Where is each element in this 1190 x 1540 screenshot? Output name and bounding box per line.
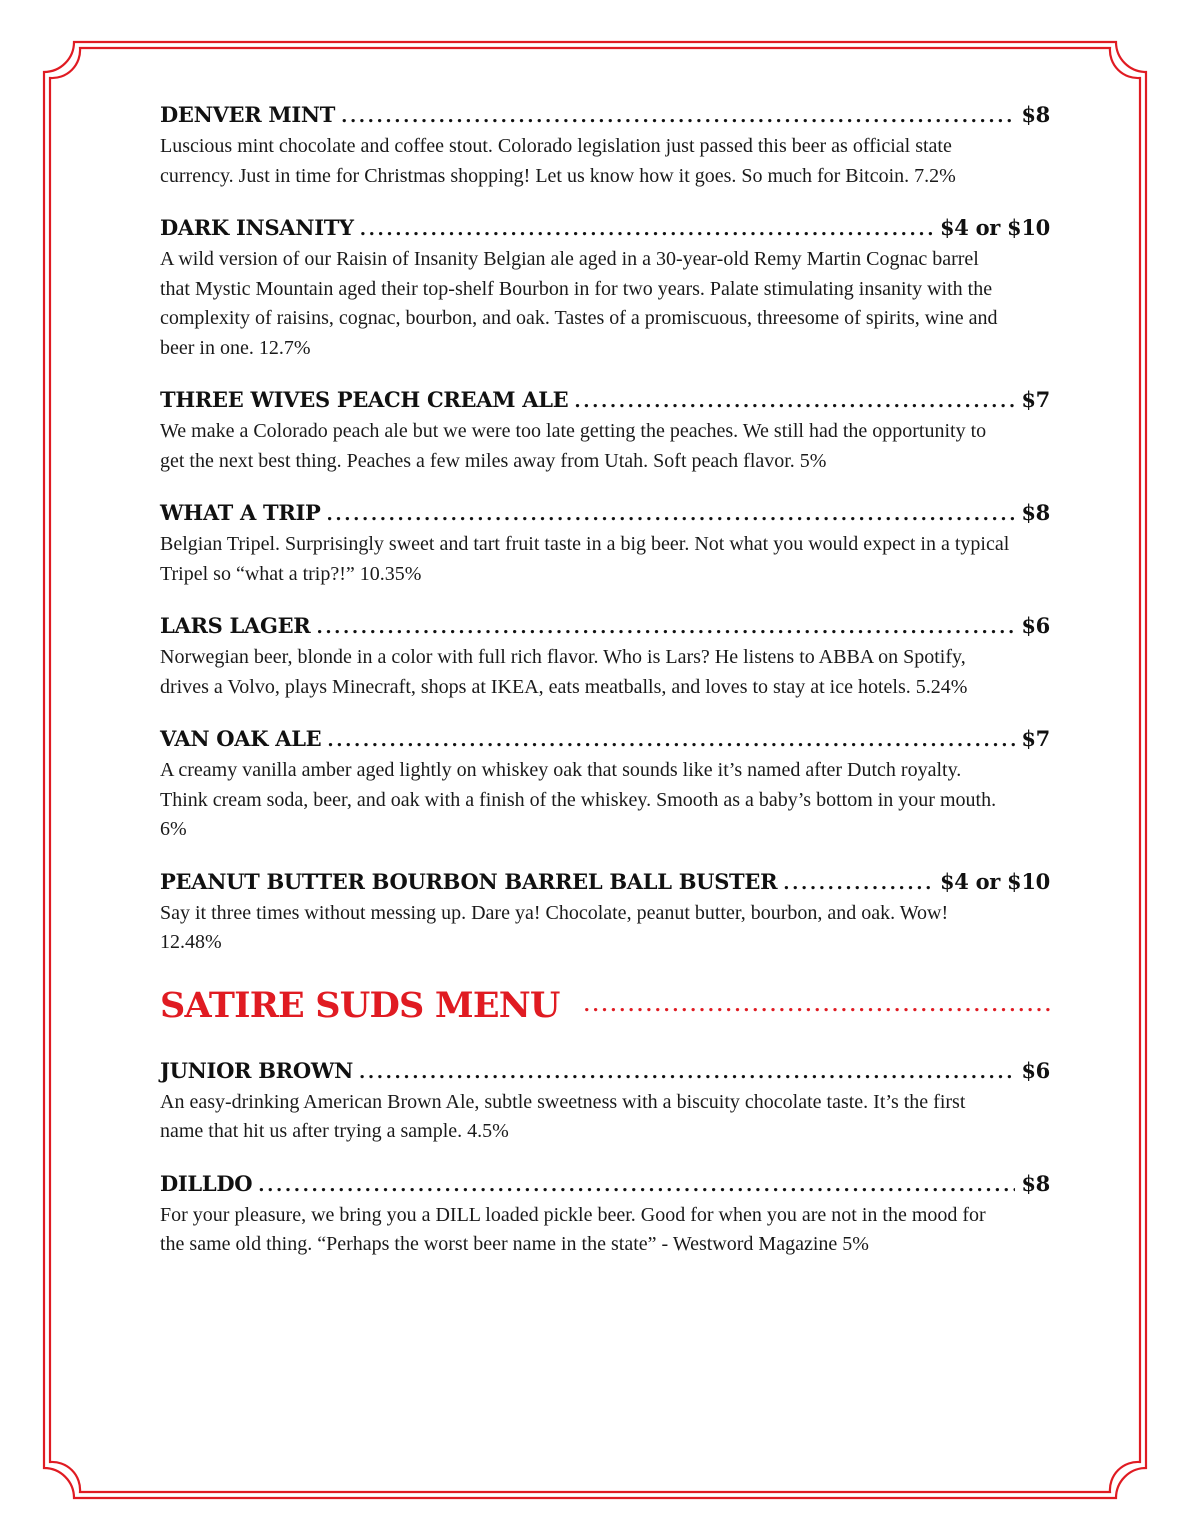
beer-name: DARK INSANITY: [160, 215, 354, 240]
menu-item: [160, 867, 1050, 958]
beer-price: $6: [1021, 613, 1050, 638]
menu-item: [160, 385, 1050, 476]
dot-leader: [783, 869, 934, 899]
beer-list: [160, 100, 1050, 958]
beer-name: DILLDO: [160, 1170, 253, 1196]
beer-description: Say it three times without messing up. Dare ya! Chocolate, peanut butter, bourbon, and oak. Wow! 12.48%: [160, 901, 949, 953]
beer-price: $6: [1021, 1057, 1050, 1083]
beer-description: We make a Colorado peach ale but we were too late getting the peaches. We still had the opportunity to get the next best thing. Peaches a few miles away from Utah. Soft peach flavor. 5%: [160, 420, 987, 472]
menu-item: [160, 611, 1050, 702]
menu-item-header: [160, 1056, 1050, 1088]
dot-leader: [341, 102, 1015, 132]
beer-description: Luscious mint chocolate and coffee stout. Colorado legislation just passed this beer as official state currency. Just in time for Christmas shopping! Let us know how it goes. So much for Bitcoin. 7.2%: [160, 135, 956, 187]
beer-description: For your pleasure, we bring you a DILL loaded pickle beer. Good for when you are not in the mood for the same old thing. “Perhaps the worst beer name in the state” - Westword Magazine 5%: [160, 1203, 986, 1255]
beer-name: DENVER MINT: [160, 102, 336, 127]
dot-leader: [327, 726, 1015, 756]
beer-price: $8: [1021, 102, 1050, 127]
menu-item: [160, 498, 1050, 589]
menu-content: [160, 100, 1050, 1282]
menu-item: [160, 1169, 1050, 1260]
menu-item: [160, 100, 1050, 191]
beer-name: JUNIOR BROWN: [160, 1057, 353, 1083]
menu-item-header: [160, 100, 1050, 132]
dot-leader: [360, 215, 934, 245]
beer-description: A wild version of our Raisin of Insanity Belgian ale aged in a 30-year-old Remy Martin Cognac barrel that Mystic Mountain aged their top-shelf Bourbon in for two years. Palate stimulating insanity with the complexity of raisins, cognac, bourbon, and oak. Tastes of a promiscuous, threesome of spirits, wine and beer in one. 12.7%: [160, 248, 998, 359]
menu-item-header: [160, 867, 1050, 899]
beer-price: $8: [1021, 1170, 1050, 1196]
menu-item: [160, 724, 1050, 845]
dot-leader: [258, 1171, 1015, 1201]
beer-name: WHAT A TRIP: [160, 500, 321, 525]
menu-item-header: [160, 1169, 1050, 1201]
menu-item-header: [160, 498, 1050, 530]
beer-price: $4 or $10: [939, 215, 1050, 240]
beer-description: Norwegian beer, blonde in a color with full rich flavor. Who is Lars? He listens to ABBA on Spotify, drives a Volvo, plays Minecraft, shops at IKEA, eats meatballs, and loves to stay at ice hotels. 5.24%: [160, 646, 968, 698]
section-title: SATIRE SUDS MENU: [160, 984, 560, 1026]
beer-description: An easy-drinking American Brown Ale, subtle sweetness with a biscuity chocolate taste. It’s the first name that hit us after trying a sample. 4.5%: [160, 1090, 966, 1142]
beer-price: $7: [1021, 726, 1050, 751]
beer-name: LARS LAGER: [160, 613, 311, 638]
satire-beer-list: [160, 1056, 1050, 1260]
beer-price: $8: [1021, 500, 1050, 525]
menu-item: [160, 1056, 1050, 1147]
menu-item-header: [160, 611, 1050, 643]
menu-item-header: [160, 724, 1050, 756]
menu-item: [160, 213, 1050, 363]
beer-price: $7: [1021, 387, 1050, 412]
dot-leader: [327, 500, 1016, 530]
beer-price: $4 or $10: [939, 868, 1050, 894]
section-dot-leader: [584, 995, 1050, 1016]
beer-name: THREE WIVES PEACH CREAM ALE: [160, 387, 569, 412]
dot-leader: [574, 387, 1015, 417]
beer-description: Belgian Tripel. Surprisingly sweet and tart fruit taste in a big beer. Not what you would expect in a typical Tripel so “what a trip?!” 10.35%: [160, 533, 1010, 585]
beer-name: PEANUT BUTTER BOURBON BARREL BALL BUSTER: [160, 868, 778, 894]
section-header: [160, 980, 1050, 1032]
menu-item-header: [160, 385, 1050, 417]
dot-leader: [359, 1058, 1015, 1088]
beer-description: A creamy vanilla amber aged lightly on whiskey oak that sounds like it’s named after Dutch royalty. Think cream soda, beer, and oak with a finish of the whiskey. Smooth as a baby’s bottom in your mouth. 6%: [160, 759, 997, 840]
dot-leader: [316, 613, 1015, 643]
beer-name: VAN OAK ALE: [160, 726, 322, 751]
menu-item-header: [160, 213, 1050, 245]
